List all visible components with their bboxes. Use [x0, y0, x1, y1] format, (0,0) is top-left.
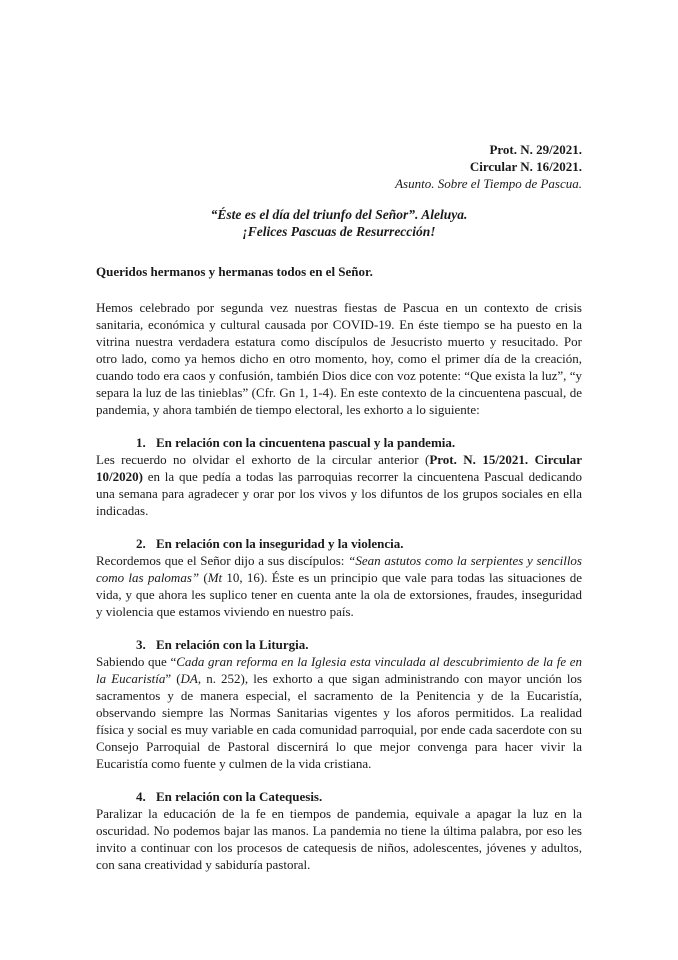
letter-body [96, 263, 582, 873]
section-1 [96, 434, 582, 519]
section-heading [136, 636, 582, 653]
text-run: Paralizar la educación de la fe en tiempos de pandemia, equivale a apagar la luz en la oscuridad. No podemos bajar las manos. La pandemia no tiene la última palabra, por eso les invito a continuar con los procesos de catequesis de niños, adolescentes, jóvenes y adultos, con sana creatividad y sabiduría pastoral. [96, 806, 582, 872]
protocol-number: Prot. N. 29/2021. [489, 142, 582, 157]
intro-paragraph: Hemos celebrado por segunda vez nuestras fiestas de Pascua en un contexto de crisis sanitaria, económica y cultural causada por COVID-19. En éste tiempo se ha puesto en la vitrina nuestra verdadera estatura como discípulos de Jesucristo muerto y resucitado. Por otro lado, como ya hemos dicho en otro momento, hoy, como el primer día de la creación, cuando todo era caos y confusión, también Dios dice con voz potente: “Que exista la luz”, “y separa la luz de las tinieblas” (Cfr. Gn 1, 1-4). En este contexto de la cincuentena pascual, de pandemia, y ahora también de tiempo electoral, les exhorto a lo siguiente: [96, 300, 582, 417]
salutation: Queridos hermanos y hermanas todos en el Señor. [96, 264, 373, 279]
section-heading [136, 535, 582, 552]
motto-line-2: ¡Felices Pascuas de Resurrección! [242, 224, 436, 239]
section-number: 4. [136, 789, 146, 804]
subject-line: Asunto. Sobre el Tiempo de Pascua. [395, 176, 582, 191]
text-run: Sabiendo que “ [96, 654, 177, 669]
section-title: En relación con la Catequesis. [156, 789, 323, 804]
section-paragraph [96, 552, 582, 620]
section-title: En relación con la inseguridad y la violencia. [156, 536, 404, 551]
section-title: En relación con la Liturgia. [156, 637, 309, 652]
circular-number: Circular N. 16/2021. [469, 159, 582, 174]
text-run: en la que pedía a todas las parroquias recorrer la cincuentena Pascual dedicando una semana para agradecer y orar por los vivos y los difuntos de los grupos sociales en ella indicadas. [96, 469, 582, 518]
scripture-quote: “Sean astutos como la serpientes y sencillos como las palomas” [96, 553, 582, 585]
document-quote: Cada gran reforma en la Iglesia esta vinculada al descubrimiento de la fe en la Eucaristía [96, 654, 583, 686]
section-2 [96, 535, 582, 620]
text-run: ” ( [165, 671, 181, 686]
circular-reference: Prot. N. 15/2021. Circular 10/2020) [96, 452, 582, 484]
motto-line-1: “Éste es el día del triunfo del Señor”. Aleluya. [210, 207, 468, 222]
section-number: 2. [136, 536, 146, 551]
section-3 [96, 636, 582, 772]
text-run: ( [199, 570, 208, 585]
document-reference: DA [180, 671, 198, 686]
scripture-reference: Mt [207, 570, 223, 585]
section-4 [96, 788, 582, 873]
section-paragraph [96, 805, 582, 873]
section-title: En relación con la cincuentena pascual y la pandemia. [156, 435, 456, 450]
document-header [395, 141, 582, 192]
text-run: Les recuerdo no olvidar el exhorto de la circular anterior ( [96, 452, 430, 467]
section-paragraph [96, 653, 582, 772]
motto [0, 206, 678, 240]
section-paragraph [96, 451, 582, 519]
text-run: 10, 16). Éste es un principio que vale para todas las situaciones de vida, y que ahora les suplico tener en cuenta ante la ola de extorsiones, fraudes, inseguridad y violencia que estamos viviendo en nuestro país. [96, 570, 582, 619]
section-number: 3. [136, 637, 146, 652]
section-heading [136, 788, 582, 805]
section-heading [136, 434, 582, 451]
section-number: 1. [136, 435, 146, 450]
text-run: , n. 252), les exhorto a que sigan administrando con mayor unción los sacramentos y de manera especial, el sacramento de la Penitencia y de la Eucaristía, observando siempre las Normas Sanitarias vigentes y los aforos permitidos. La realidad física y social es muy variable en cada comunidad parroquial, por ende cada sacerdote con su Consejo Parroquial de Pastoral discernirá lo que mejor convenga para hacer vivir la Eucaristía como fuente y culmen de la vida cristiana. [96, 671, 582, 771]
text-run: Recordemos que el Señor dijo a sus discípulos: [96, 553, 349, 568]
